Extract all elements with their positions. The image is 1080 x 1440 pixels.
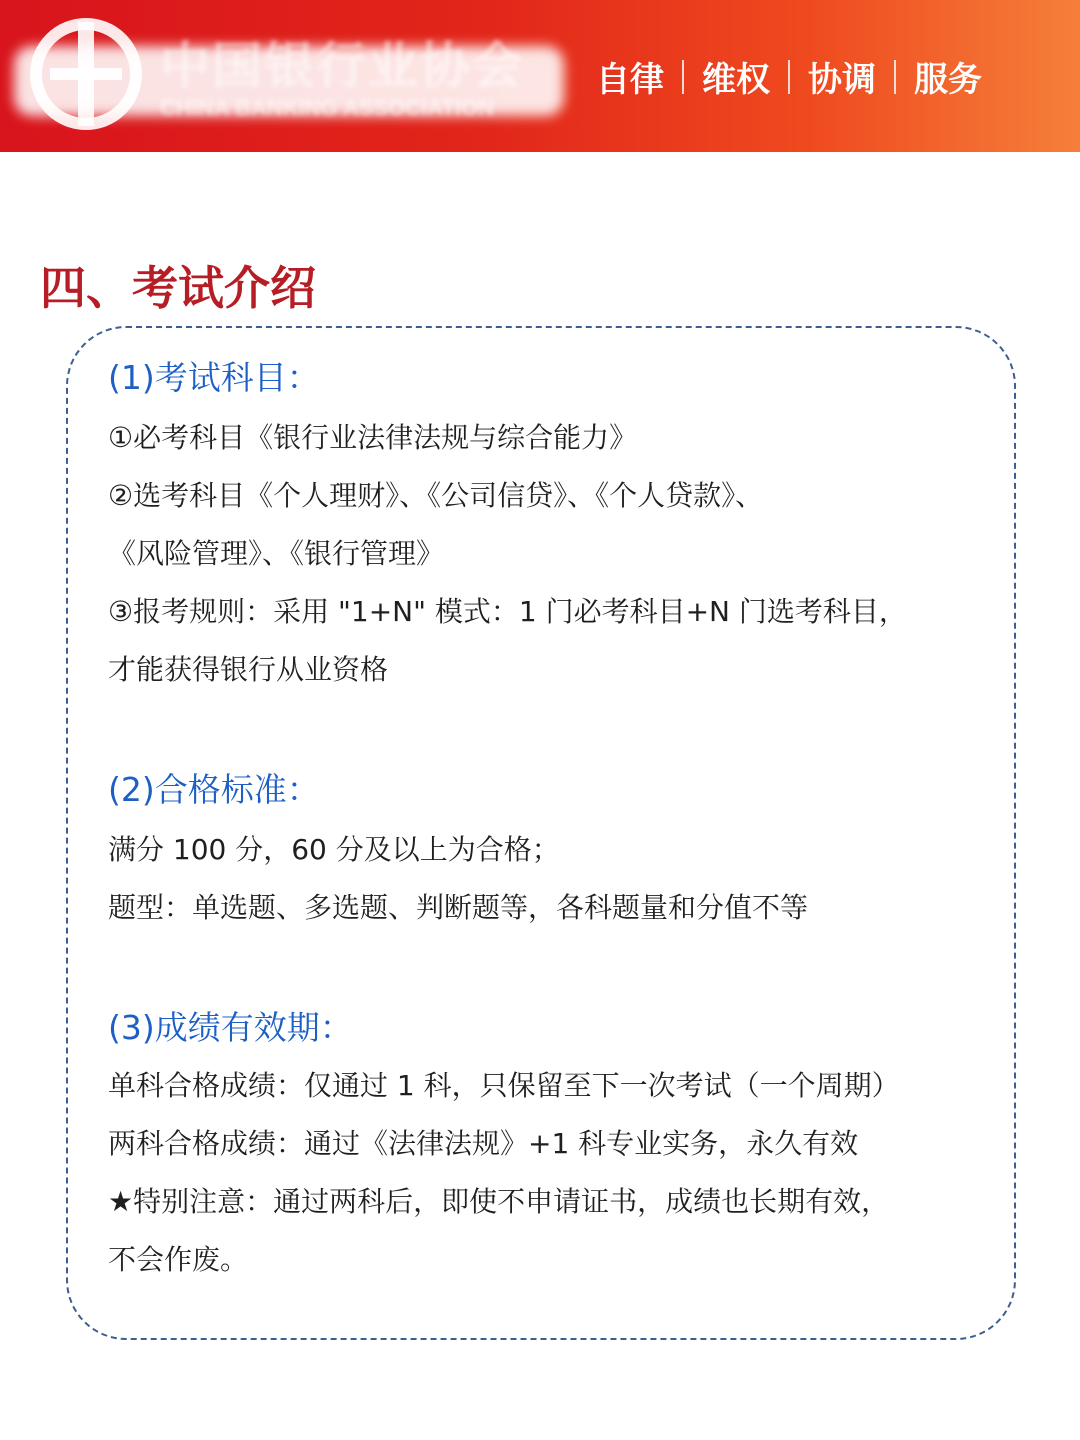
content-line: 满分 100 分，60 分及以上为合格；: [108, 833, 560, 866]
block-heading-passing: (2)合格标准：: [108, 770, 320, 809]
content-line: ★特别注意：通过两科后，即使不申请证书，成绩也长期有效，: [108, 1185, 890, 1218]
content-line: ②选考科目《个人理财》、《公司信贷》、《个人贷款》、: [108, 479, 764, 512]
content-line: 不会作废。: [108, 1243, 249, 1276]
block-heading-validity: (3)成绩有效期：: [108, 1008, 353, 1047]
slogan-item: 服务: [914, 60, 982, 100]
slogan-divider: [894, 60, 896, 94]
content-line: ③报考规则：采用 "1+N" 模式：1 门必考科目+N 门选考科目，: [108, 595, 907, 628]
slogan: [596, 52, 982, 101]
content-line: ①必考科目《银行业法律法规与综合能力》: [108, 421, 638, 454]
content-line: 两科合格成绩：通过《法律法规》+1 科专业实务，永久有效: [108, 1127, 859, 1160]
slogan-divider: [682, 60, 684, 94]
block-heading-subjects: (1)考试科目：: [108, 358, 320, 397]
header-banner: [0, 0, 1080, 152]
slogan-item: 自律: [596, 60, 664, 100]
content-line: 题型：单选题、多选题、判断题等，各科题量和分值不等: [108, 891, 809, 924]
content-line: 《风险管理》、《银行管理》: [108, 537, 445, 570]
section-title: 四、考试介绍: [40, 261, 316, 315]
org-name-en: CHINA BANKING ASSOCIATION: [160, 95, 495, 120]
org-name: 中国银行业协会: [160, 37, 524, 95]
slogan-item: 协调: [808, 60, 876, 100]
content-line: 单科合格成绩：仅通过 1 科，只保留至下一次考试（一个周期）: [108, 1069, 900, 1102]
slogan-divider: [788, 60, 790, 94]
content-line: 才能获得银行从业资格: [108, 653, 389, 686]
slogan-item: 维权: [702, 60, 770, 100]
